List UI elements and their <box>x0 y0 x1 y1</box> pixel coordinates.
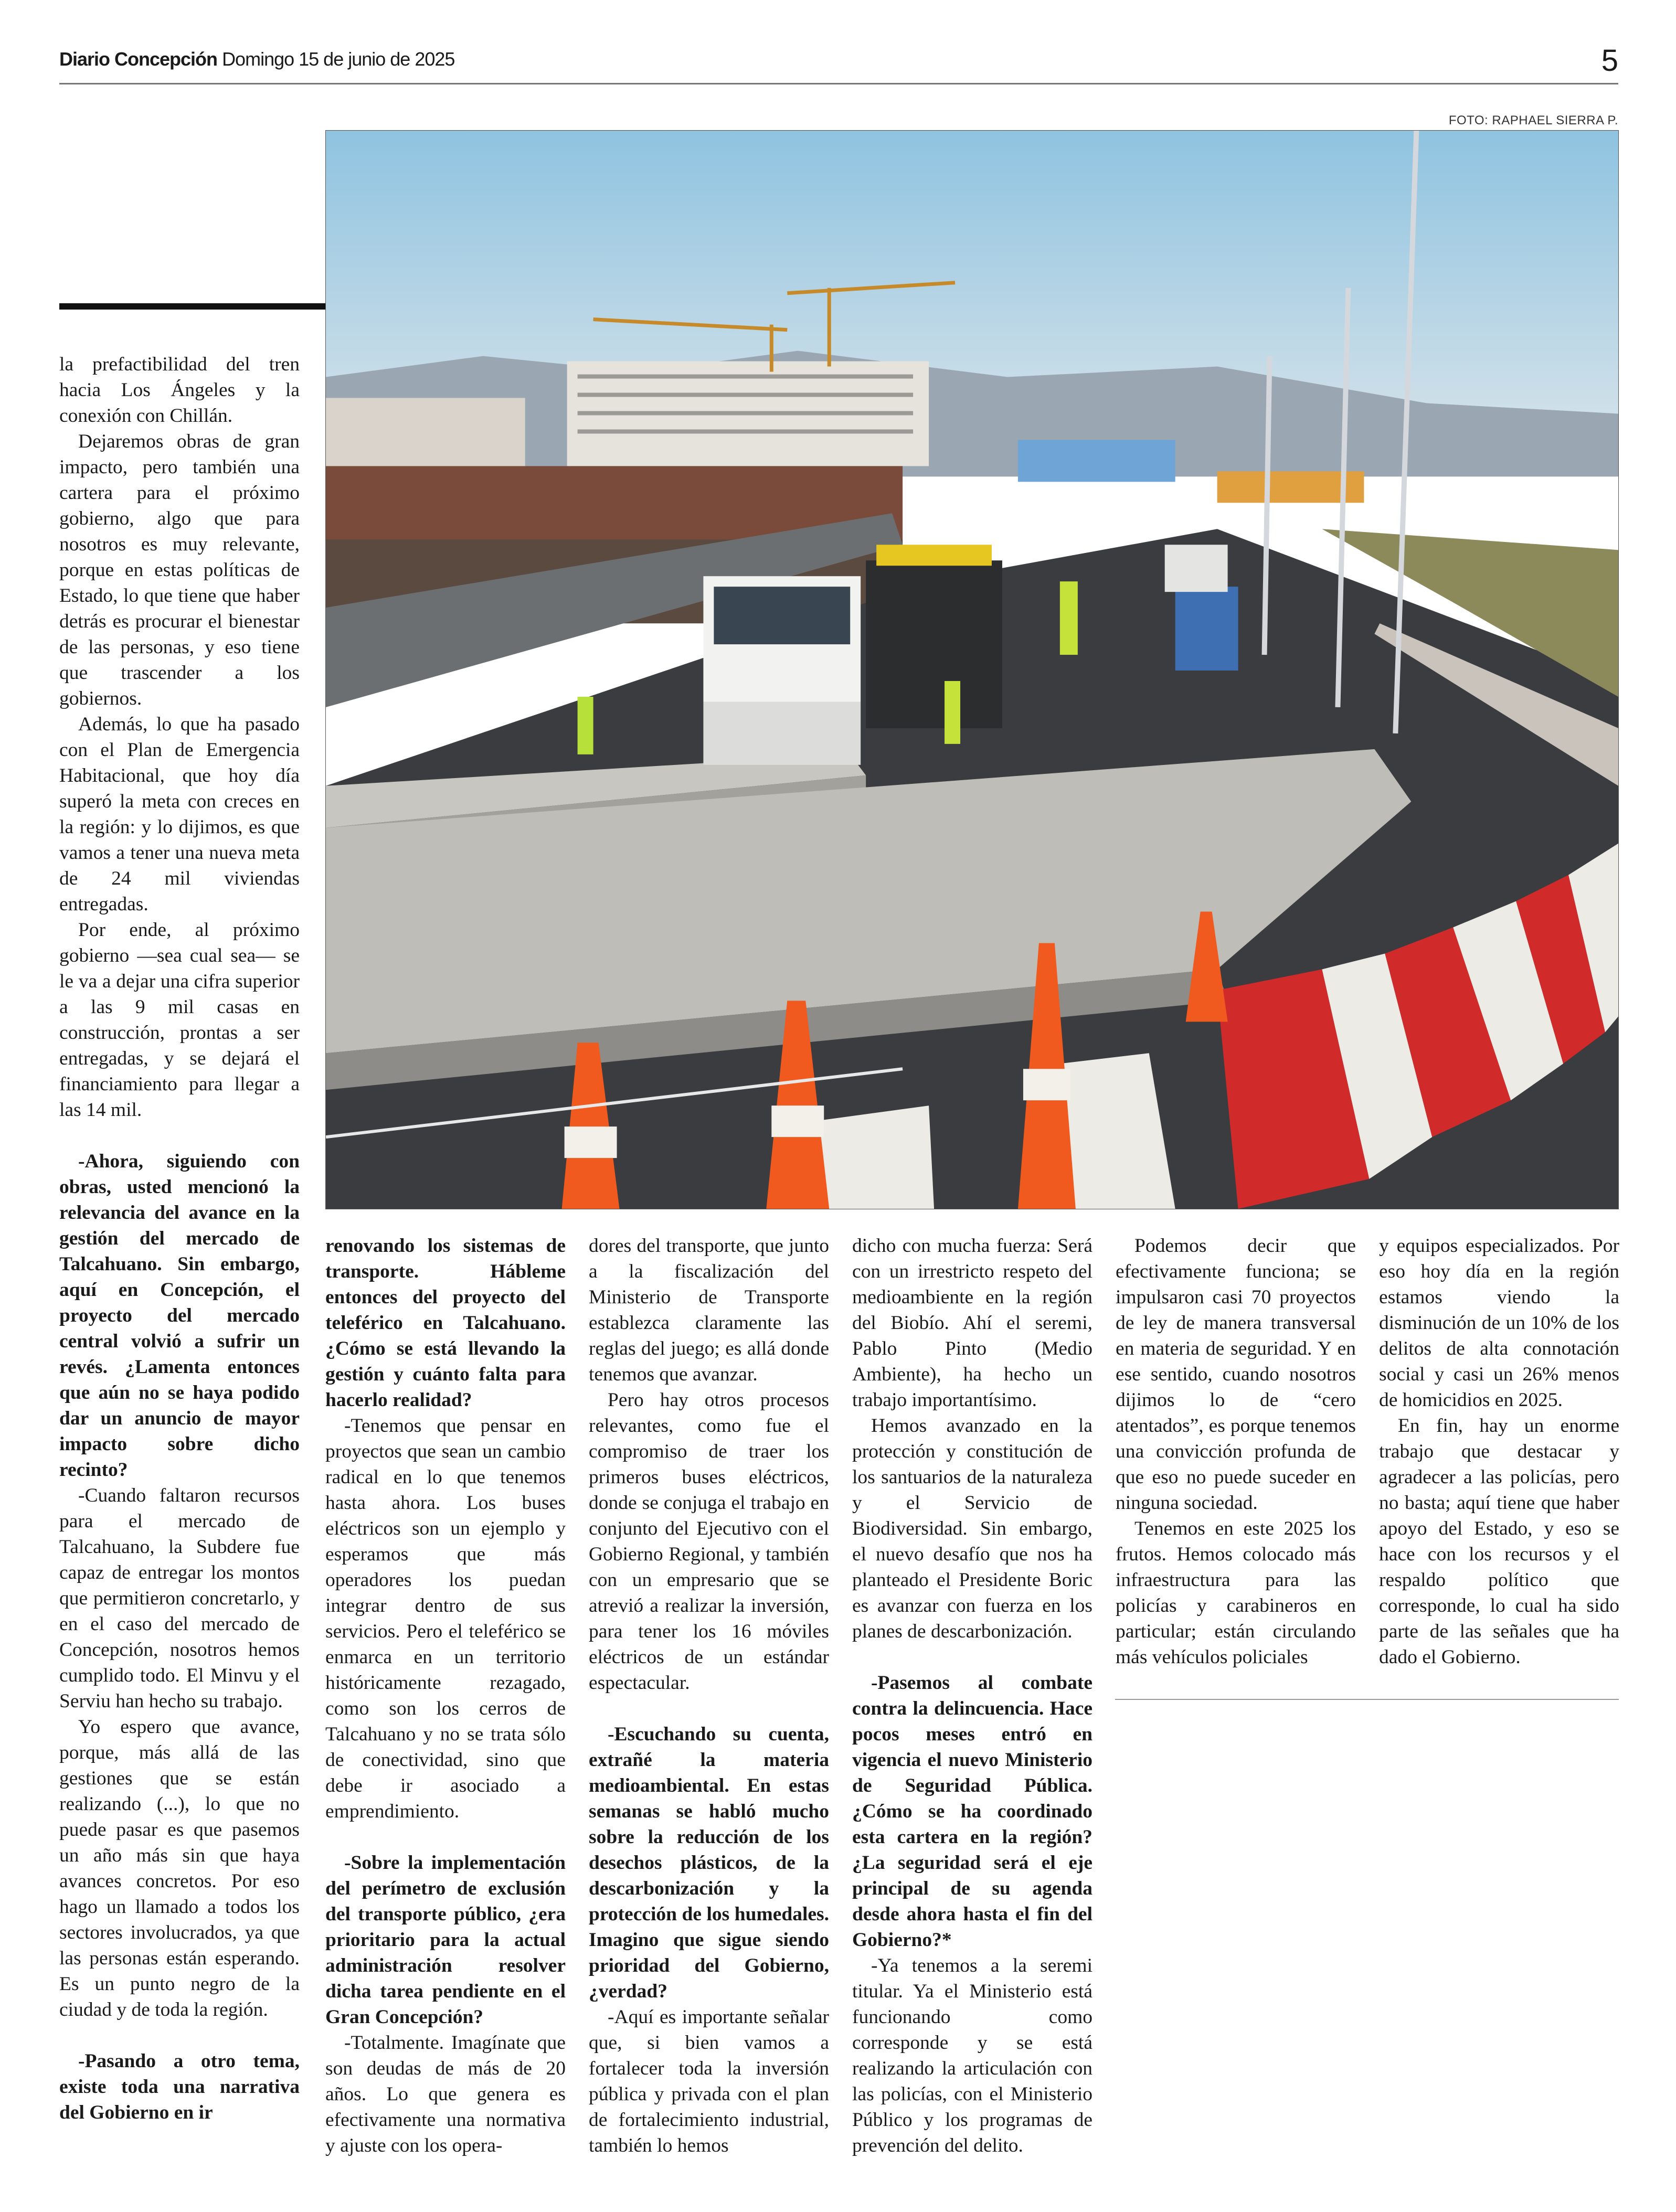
answer-paragraph: Pero hay otros procesos relevantes, como fue el compromiso de traer los primeros buses eléctricos, donde se conjuga el trabajo en conjunto del Ejecutivo con el Gobierno Regional, y también con un empresario que se atrevió a realizar la inversión, para tener los 16 móviles eléctricos de un estándar espectacular. <box>589 1389 829 1694</box>
answer-paragraph: -Ya tenemos a la seremi titular. Ya el Ministerio está funcionando como corresponde y se está realizando la articulación con las policías, con el Ministerio Público y los programas de prevención del delito. <box>852 1955 1092 2156</box>
header-rule <box>59 83 1618 84</box>
answer-paragraph: -Totalmente. Imagínate que son deudas de más de 20 años. Lo que genera es efectivamente una normativa y ajuste con los opera- <box>325 2032 566 2156</box>
answer-paragraph: Además, lo que ha pasado con el Plan de Emergencia Habitacional, que hoy día superó la meta con creces en la región: y lo dijimos, es que vamos a tener una nueva meta de 24 mil viviendas entregadas. <box>59 714 300 915</box>
photo-credit: FOTO: RAPHAEL SIERRA P. <box>1448 113 1618 127</box>
page-number: 5 <box>1601 44 1618 78</box>
question-paragraph: -Pasando a otro tema, existe toda una narrativa del Gobierno en ir <box>59 2050 300 2123</box>
answer-paragraph: En fin, hay un enorme trabajo que destacar y agradecer a las policías, pero no basta; aquí tiene que haber apoyo del Estado, y eso se hace con los recursos y el respaldo político que corresponde, lo cual ha sido parte de las señales que ha dado el Gobierno. <box>1379 1415 1619 1668</box>
question-paragraph: -Pasemos al combate contra la delincuencia. Hace pocos meses entró en vigencia el nuevo Ministerio de Seguridad Pública. ¿Cómo se ha coordinado esta cartera en la región? ¿La seguridad será el eje principal de su agenda desde ahora hasta el fin del Gobierno?* <box>852 1672 1092 1951</box>
article-column-3 <box>589 1233 829 2158</box>
newspaper-name: Diario Concepción <box>59 48 218 70</box>
question-paragraph: -Escuchando su cuenta, extrañé la materia medioambiental. En estas semanas se habló mucho sobre la reducción de los desechos plásticos, de la descarbonización y la protección de los humedales. Imagino que sigue siendo prioridad del Gobierno, ¿verdad? <box>589 1724 829 2002</box>
answer-paragraph: la prefactibilidad del tren hacia Los Ángeles y la conexión con Chillán. <box>59 354 300 427</box>
question-paragraph: renovando los sistemas de transporte. Hábleme entonces del proyecto del teleférico en Talcahuano. ¿Cómo se está llevando la gestión y cuánto falta para hacerlo realidad? <box>325 1235 566 1411</box>
answer-paragraph: y equipos especializados. Por eso hoy día en la región estamos viendo la disminución de un 10% de los delitos de alta connotación social y casi un 26% menos de homicidios en 2025. <box>1379 1235 1619 1411</box>
answer-paragraph: Dejaremos obras de gran impacto, pero también una cartera para el próximo gobierno, algo que para nosotros es muy relevante, porque en estas políticas de Estado, lo que tiene que haber detrás es procurar el bienestar de las personas, y eso tiene que trascender a los gobiernos. <box>59 431 300 709</box>
article-column-6 <box>1379 1233 1619 1670</box>
answer-paragraph: Hemos avanzado en la protección y constitución de los santuarios de la naturaleza y el Servicio de Biodiversidad. Sin embargo, el nuevo desafío que nos ha planteado el Presidente Boric es avanzar con fuerza en los planes de descarbonización. <box>852 1415 1092 1642</box>
question-paragraph: -Sobre la implementación del perímetro de exclusión del transporte público, ¿era prioritario para la actual administración resolver dicha tarea pendiente en el Gran Concepción? <box>325 1852 566 2028</box>
answer-paragraph: -Aquí es importante señalar que, si bien vamos a fortalecer toda la inversión pública y privada con el plan de fortalecimiento industrial, también lo hemos <box>589 2006 829 2156</box>
answer-paragraph: dores del transporte, que junto a la fiscalización del Ministerio de Transporte establezca claramente las reglas del juego; es allá donde tenemos que avanzar. <box>589 1235 829 1385</box>
page-header <box>59 48 454 70</box>
article-column-2 <box>325 1233 566 2158</box>
answer-paragraph: Por ende, al próximo gobierno —sea cual sea— se le va a dejar una cifra superior a las 9 mil casas en construcción, prontas a ser entregadas, y se dejará el financiamiento para llegar a las 14 mil. <box>59 919 300 1121</box>
article-column-1 <box>59 352 300 2125</box>
answer-paragraph: Podemos decir que efectivamente funciona; se impulsaron casi 70 proyectos de ley de manera transversal en materia de seguridad. Y en ese sentido, cuando nosotros dijimos lo de “cero atentados”, es porque tenemos una convicción profunda de que eso no puede suceder en ninguna sociedad. <box>1116 1235 1356 1514</box>
question-paragraph: -Ahora, siguiendo con obras, usted mencionó la relevancia del avance en la gestión del mercado de Talcahuano. Sin embargo, aquí en Concepción, el proyecto del mercado central volvió a sufrir un revés. ¿Lamenta entonces que aún no se haya podido dar un anuncio de mayor impacto sobre dicho recinto? <box>59 1151 300 1481</box>
road-works-photo <box>325 130 1619 1209</box>
article-column-4 <box>852 1233 1092 2158</box>
answer-paragraph: -Tenemos que pensar en proyectos que sean un cambio radical en lo que tenemos hasta ahora. Los buses eléctricos son un ejemplo y esperamos que más operadores los puedan integrar dentro de sus servicios. Pero el teleférico se enmarca en un territorio históricamente rezagado, como son los cerros de Talcahuano y no se trata sólo de conectividad, sino que debe ir asociado a emprendimiento. <box>325 1415 566 1822</box>
article-end-rule <box>1115 1699 1619 1700</box>
answer-paragraph: -Cuando faltaron recursos para el mercado de Talcahuano, la Subdere fue capaz de entregar los montos que permitieron concretarlo, y en el caso del mercado de Concepción, nosotros hemos cumplido todo. El Minvu y el Serviu han hecho su trabajo. <box>59 1485 300 1712</box>
answer-paragraph: Tenemos en este 2025 los frutos. Hemos colocado más infraestructura para las policías y carabineros en particular; están circulando más vehículos policiales <box>1116 1518 1356 1668</box>
answer-paragraph: Yo espero que avance, porque, más allá de las gestiones que se están realizando (...), lo que no puede pasar es que pasemos un año más sin que haya avances concretos. Por eso hago un llamado a todos los sectores involucrados, ya que las personas están esperando. Es un punto negro de la ciudad y de toda la región. <box>59 1716 300 2020</box>
issue-date: Domingo 15 de junio de 2025 <box>222 48 455 70</box>
section-bar <box>59 303 325 310</box>
article-column-5 <box>1116 1233 1356 1670</box>
answer-paragraph: dicho con mucha fuerza: Será con un irrestricto respeto del medioambiente en la región del Biobío. Ahí el seremi, Pablo Pinto (Medio Ambiente), ha hecho un trabajo importantísimo. <box>852 1235 1092 1411</box>
